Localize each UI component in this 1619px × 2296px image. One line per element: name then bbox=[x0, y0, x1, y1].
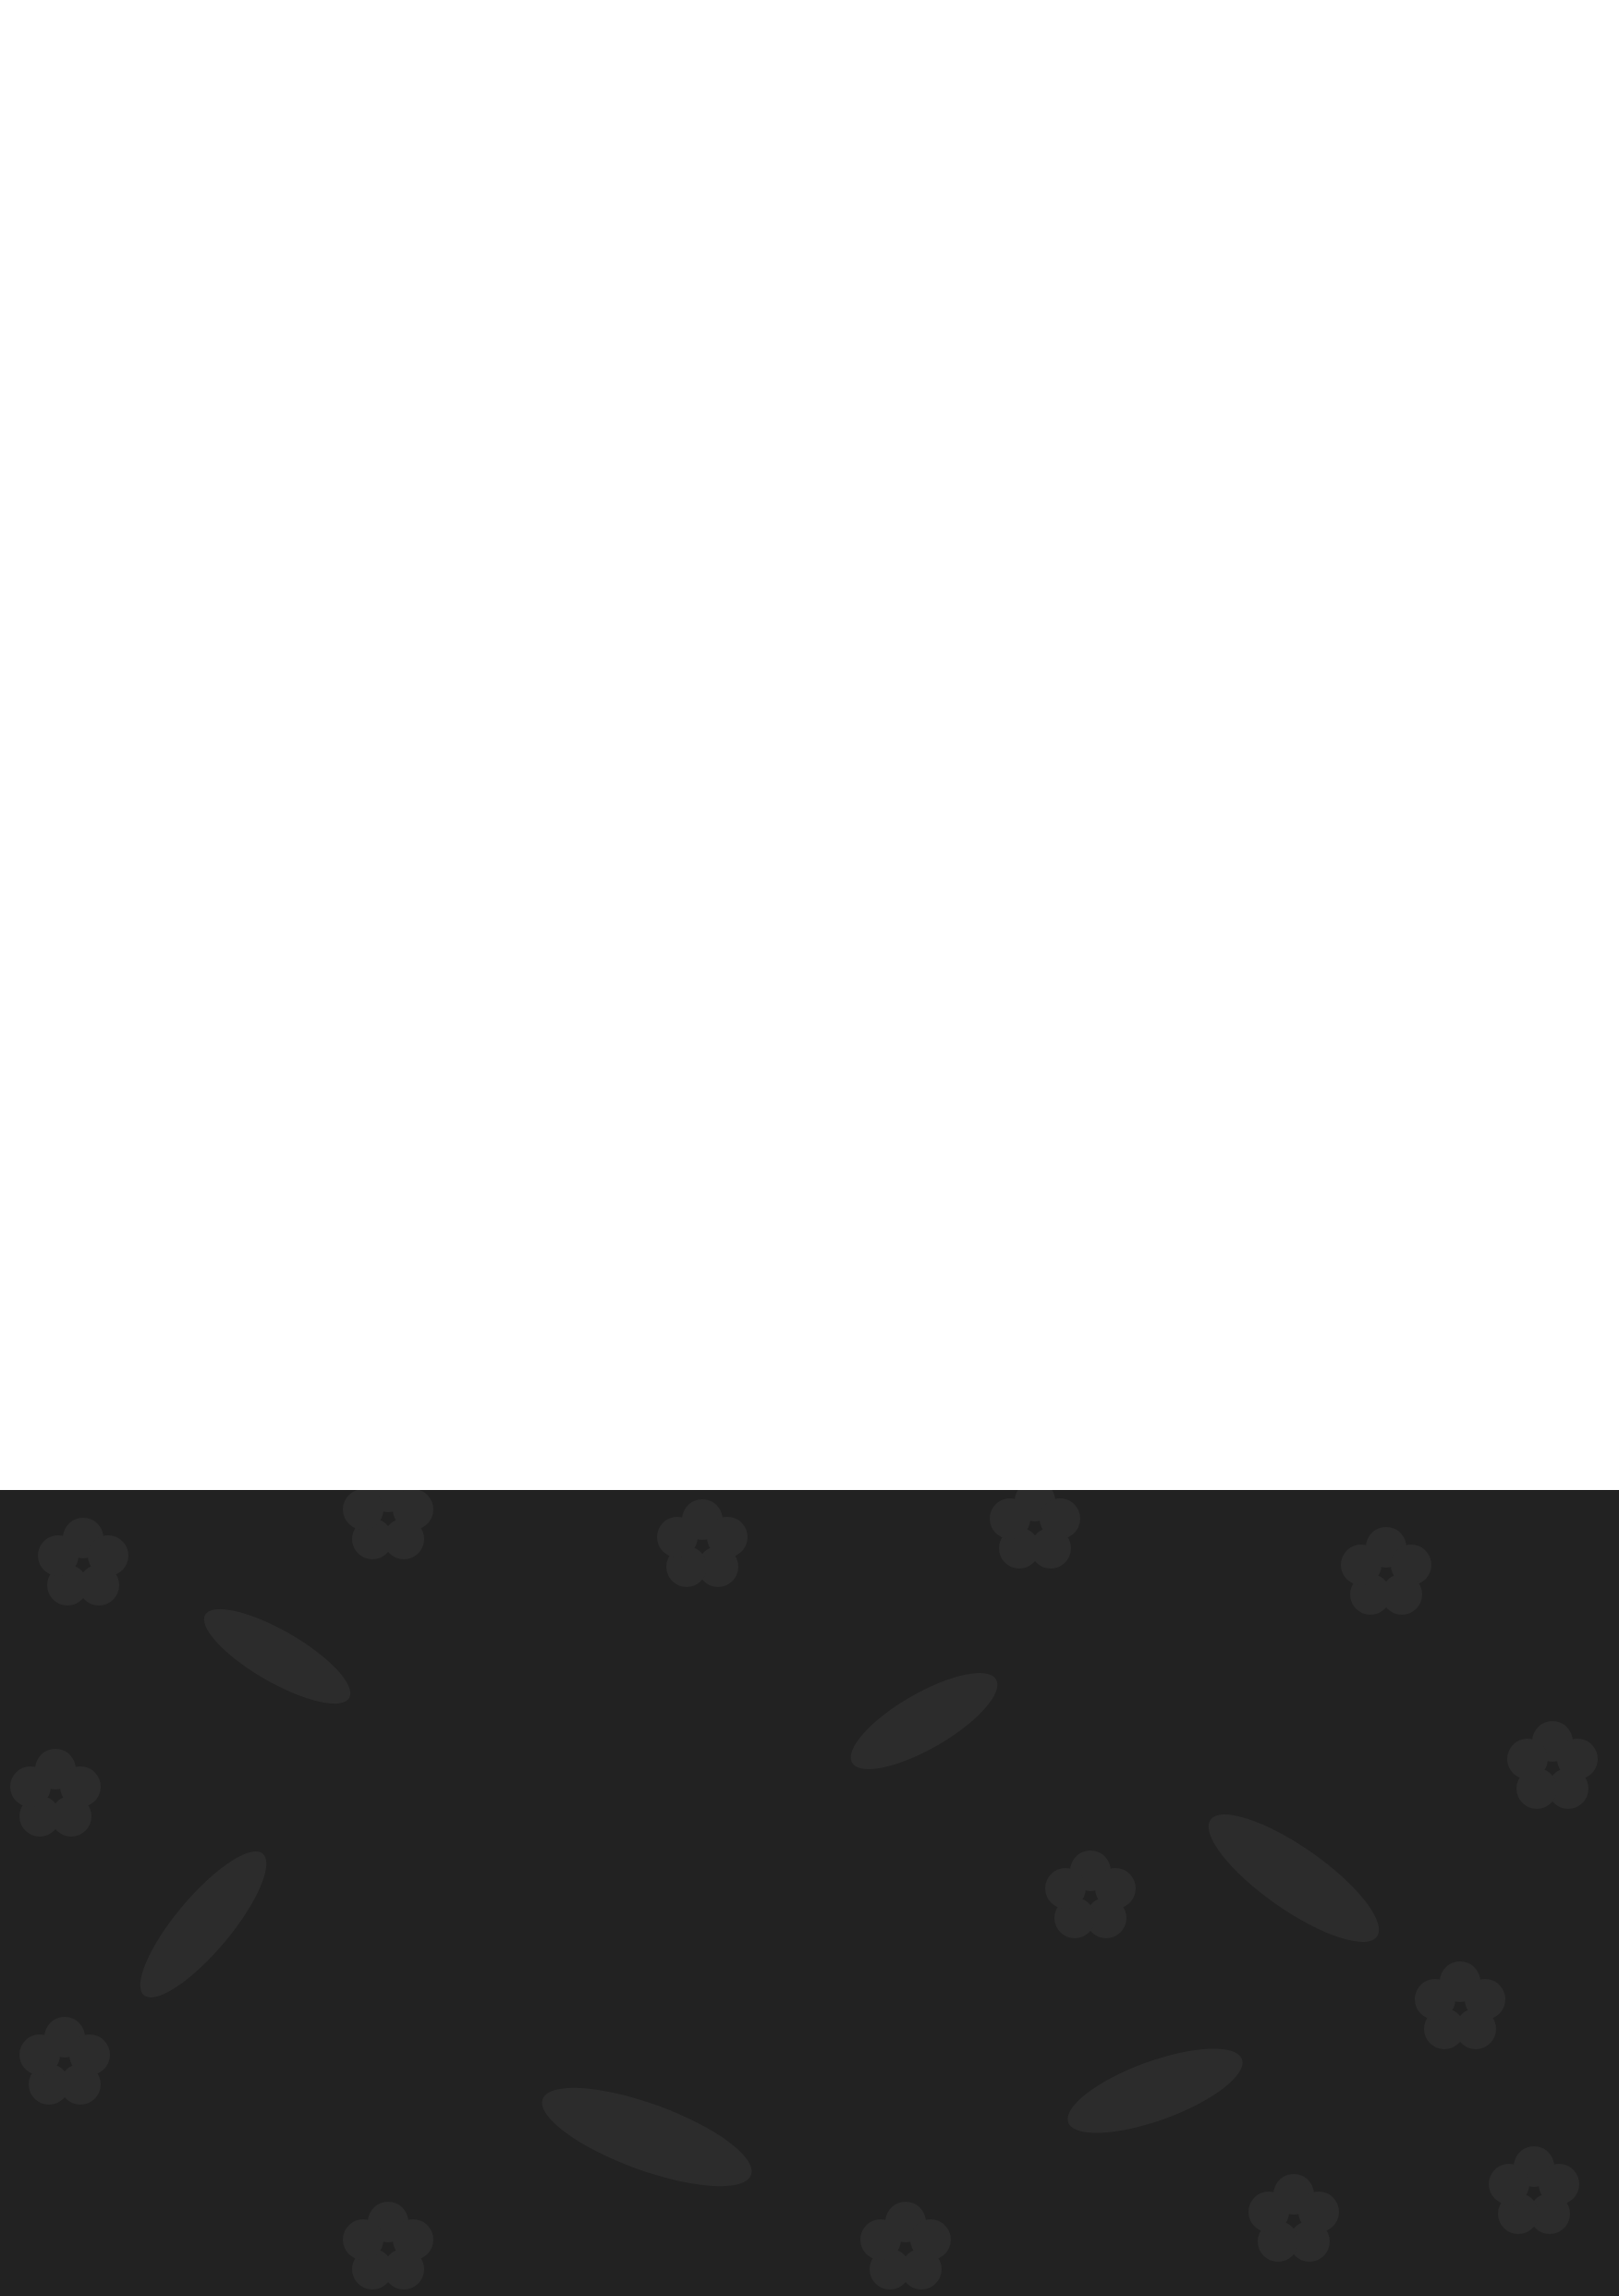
floral-pattern-background bbox=[0, 1490, 1619, 2296]
benefits-section bbox=[0, 1490, 1619, 2296]
